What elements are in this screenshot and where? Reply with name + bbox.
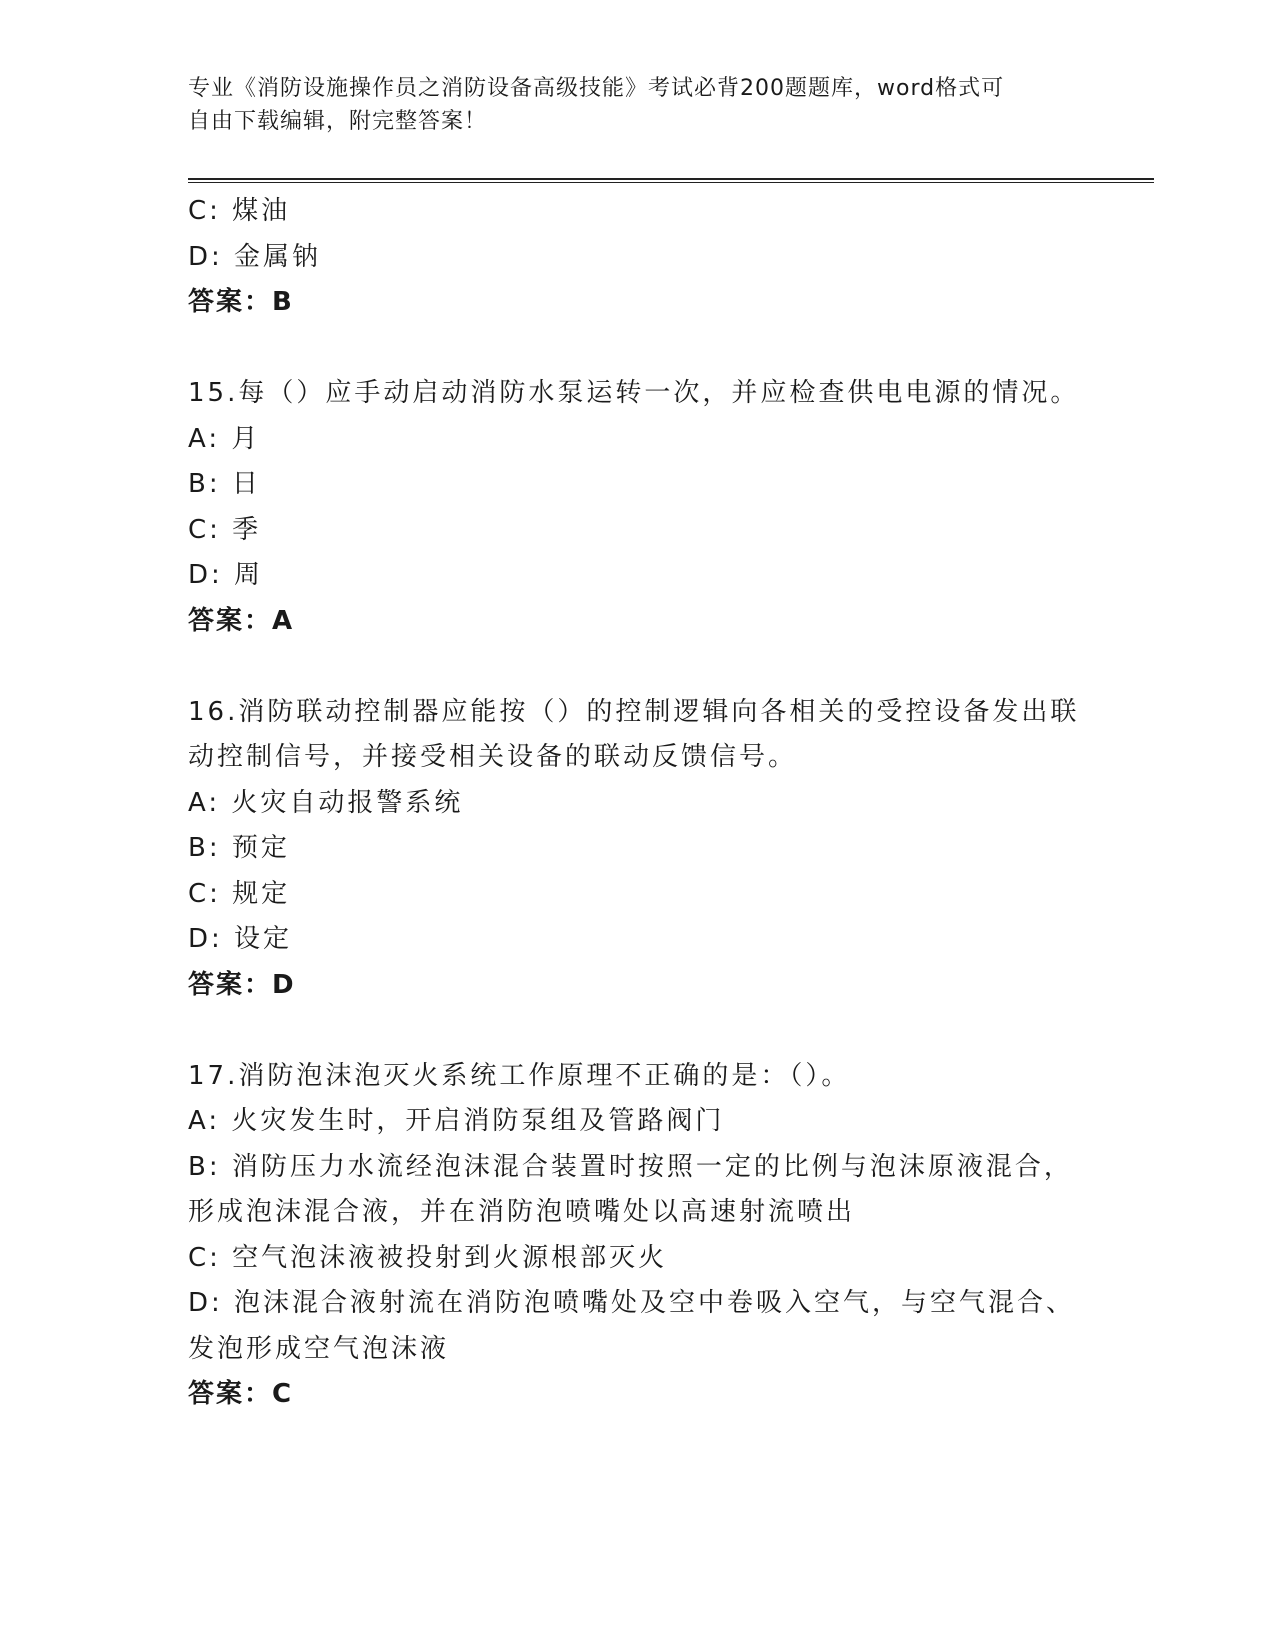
question-15 xyxy=(188,371,1088,644)
previous-question-fragment xyxy=(188,189,1088,326)
question-stem: 15.每（）应手动启动消防水泵运转一次，并应检查供电电源的情况。 xyxy=(188,378,1080,408)
option-b: B: 消防压力水流经泡沫混合装置时按照一定的比例与泡沫原液混合， xyxy=(188,1151,1073,1182)
option-a: A: 火灾发生时，开启消防泵组及管路阀门 xyxy=(188,1106,725,1136)
option-a: A: 月 xyxy=(188,423,261,454)
question-17 xyxy=(188,1054,1088,1418)
option-d: D: 周 xyxy=(188,560,264,590)
option-b-continued: 形成泡沫混合液，并在消防泡喷嘴处以高速射流喷出 xyxy=(188,1197,856,1227)
option-b: B: 预定 xyxy=(188,833,290,863)
option-a: A: 火灾自动报警系统 xyxy=(188,787,464,818)
option-d: D: 设定 xyxy=(188,924,293,954)
spacer xyxy=(188,644,1088,690)
header-line-1: 专业《消防设施操作员之消防设备高级技能》考试必背200题题库，word格式可 xyxy=(188,76,1005,101)
option-b: B: 日 xyxy=(188,469,261,499)
option-c: C: 空气泡沫液被投射到火源根部灭火 xyxy=(188,1242,668,1273)
question-16 xyxy=(188,690,1088,1009)
option-c: C: 煤油 xyxy=(188,196,291,226)
question-stem-continued: 动控制信号，并接受相关设备的联动反馈信号。 xyxy=(188,742,798,772)
spacer xyxy=(188,1008,1088,1054)
header-divider xyxy=(188,178,1154,183)
spacer xyxy=(188,326,1088,372)
answer-line: 答案：B xyxy=(188,287,294,317)
answer-line: 答案：D xyxy=(188,969,296,1000)
option-d-continued: 发泡形成空气泡沫液 xyxy=(188,1333,450,1364)
question-stem: 17.消防泡沫泡灭火系统工作原理不正确的是：（）。 xyxy=(188,1060,851,1091)
page-header xyxy=(188,72,1088,138)
option-d: D: 金属钠 xyxy=(188,241,322,272)
document-body xyxy=(188,189,1088,1418)
answer-line: 答案：A xyxy=(188,605,295,636)
answer-line: 答案：C xyxy=(188,1379,294,1409)
question-stem: 16.消防联动控制器应能按（）的控制逻辑向各相关的受控设备发出联 xyxy=(188,696,1080,727)
option-c: C: 规定 xyxy=(188,878,291,909)
option-c: C: 季 xyxy=(188,514,262,545)
header-line-2: 自由下载编辑，附完整答案！ xyxy=(188,109,488,134)
option-d: D: 泡沫混合液射流在消防泡喷嘴处及空中卷吸入空气，与空气混合、 xyxy=(188,1288,1076,1318)
